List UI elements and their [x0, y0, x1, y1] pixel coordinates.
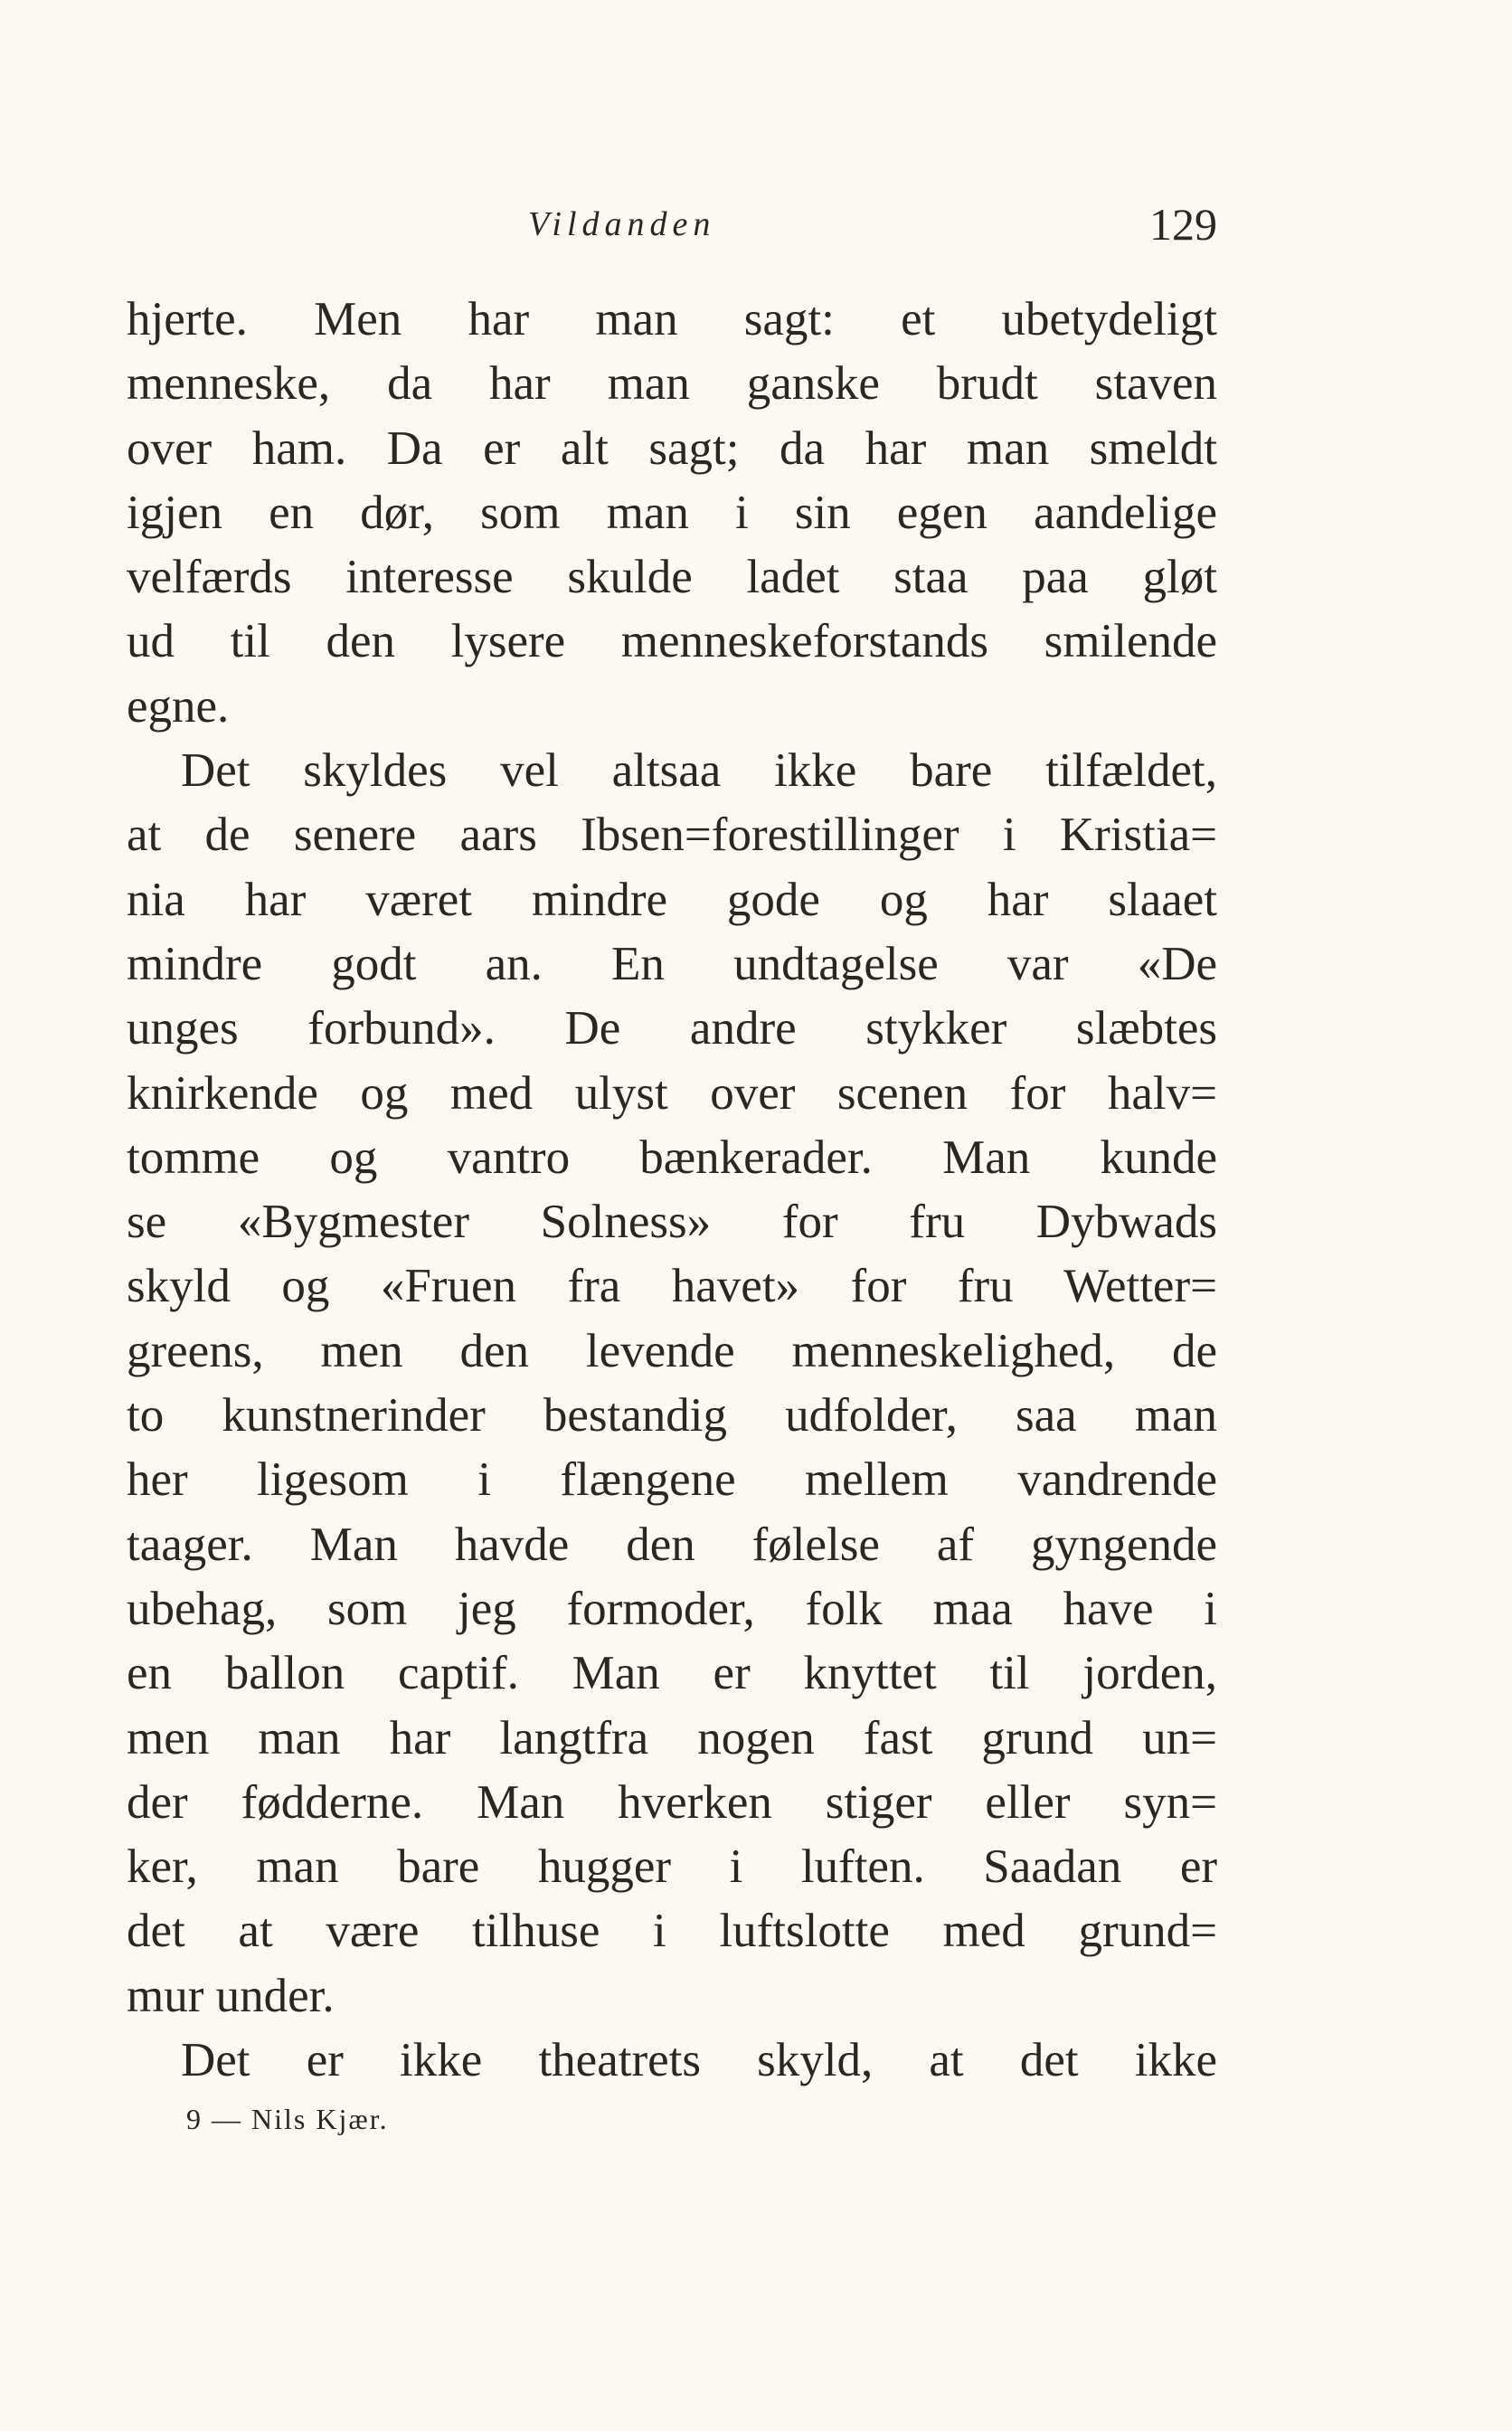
text-line: der fødderne. Man hverken stiger eller syn=	[127, 1775, 1217, 1829]
text-line: greens, men den levende menneskelighed, de	[127, 1324, 1217, 1377]
body-text	[127, 288, 1217, 2093]
text-line: igjen en dør, som man i sin egen aandelige	[127, 486, 1217, 539]
running-title: Vildanden	[528, 205, 716, 243]
text-line: en ballon captif. Man er knyttet til jorden,	[127, 1647, 1217, 1700]
text-line: knirkende og med ulyst over scenen for halv=	[127, 1066, 1217, 1120]
text-line: Det er ikke theatrets skyld, at det ikke	[181, 2034, 1217, 2087]
text-line: men man har langtfra nogen fast grund un=	[127, 1711, 1217, 1764]
text-line: tomme og vantro bænkerader. Man kunde	[127, 1130, 1217, 1184]
text-line: ubehag, som jeg formoder, folk maa have i	[127, 1582, 1217, 1635]
text-line: egne.	[127, 679, 230, 733]
text-line: velfærds interesse skulde ladet staa paa gløt	[127, 551, 1217, 604]
signature-mark: 9 — Nils Kjær.	[186, 2103, 389, 2135]
text-line: to kunstnerinder bestandig udfolder, saa man	[127, 1389, 1217, 1443]
text-line: hjerte. Men har man sagt: et ubetydeligt	[127, 293, 1217, 345]
text-line: menneske, da har man ganske brudt staven	[127, 357, 1217, 411]
text-line: her ligesom i flængene mellem vandrende	[127, 1453, 1217, 1507]
text-line: mindre godt an. En undtagelse var «De	[127, 937, 1217, 990]
text-line: Det skyldes vel altsaa ikke bare tilfældet,	[181, 744, 1217, 798]
text-line: nia har været mindre gode og har slaaet	[127, 873, 1217, 926]
text-line: ud til den lysere menneskeforstands smilende	[127, 615, 1217, 668]
text-line: ker, man bare hugger i luften. Saadan er	[127, 1840, 1217, 1894]
text-line: skyld og «Fruen fra havet» for fru Wetter=	[127, 1260, 1217, 1313]
page-number: 129	[1149, 199, 1217, 250]
text-line: at de senere aars Ibsen=forestillinger i Kristia=	[127, 809, 1217, 862]
text-line: mur under.	[127, 1969, 335, 2022]
text-line: over ham. Da er alt sagt; da har man smeldt	[127, 421, 1217, 475]
text-line: unges forbund». De andre stykker slæbtes	[127, 1002, 1217, 1055]
text-line: taager. Man havde den følelse af gyngende	[127, 1518, 1217, 1571]
running-head	[127, 197, 1217, 260]
text-line: det at være tilhuse i luftslotte med grund=	[127, 1905, 1217, 1958]
text-line: se «Bygmester Solness» for fru Dybwads	[127, 1196, 1217, 1249]
